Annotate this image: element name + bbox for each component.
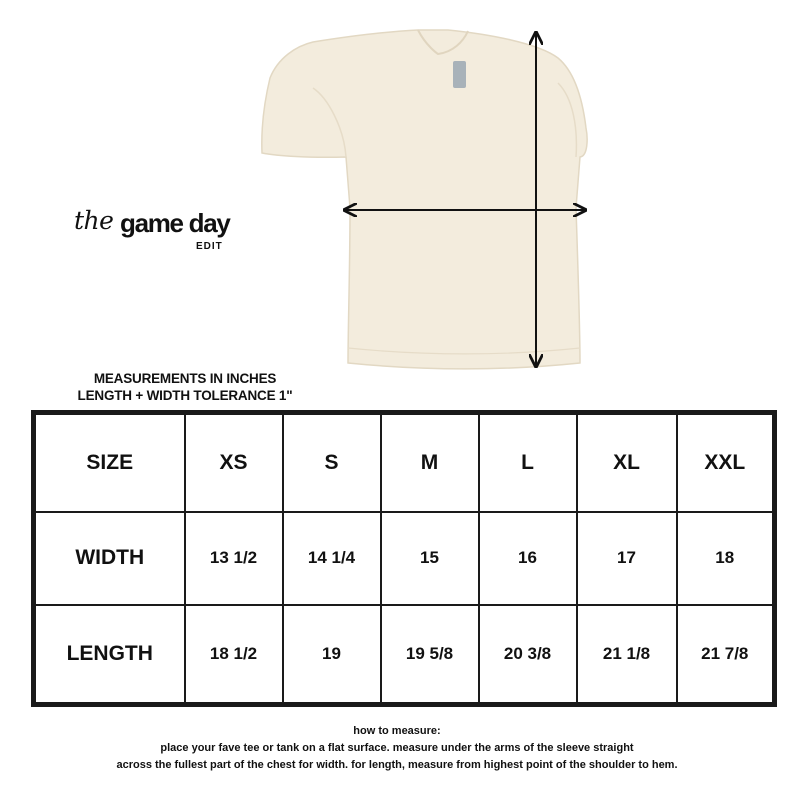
width-cell-xs: 13 1/2 [185,512,283,606]
width-cell-xl: 17 [577,512,677,606]
how-to-measure-line-2: across the fullest part of the chest for width. for length, measure from highest point of the shoulder to hem. [116,759,678,771]
brand-logo [74,200,274,260]
table-header-row [34,413,775,512]
how-to-measure [0,723,794,774]
width-row [34,512,775,606]
size-header-cell: SIZE [34,413,185,512]
size-s-header: S [283,413,381,512]
size-xl-header: XL [577,413,677,512]
length-row-label: LENGTH [34,605,185,704]
length-cell-l: 20 3/8 [479,605,577,704]
length-cell-xl: 21 1/8 [577,605,677,704]
size-chart-table [31,410,777,707]
width-cell-l: 16 [479,512,577,606]
tshirt-illustration [258,28,588,373]
how-to-measure-title: how to measure: [353,725,441,737]
length-row [34,605,775,704]
width-cell-xxl: 18 [677,512,775,606]
length-cell-m: 19 5/8 [381,605,479,704]
tshirt-body [262,30,587,369]
size-xxl-header: XXL [677,413,775,512]
width-cell-m: 15 [381,512,479,606]
how-to-measure-line-1: place your fave tee or tank on a flat surface. measure under the arms of the sleeve straight [160,742,634,754]
measurement-units-text: MEASUREMENTS IN INCHES [93,371,277,386]
width-row-label: WIDTH [34,512,185,606]
brand-logo-game-day: game day [120,208,230,238]
size-xs-header: XS [185,413,283,512]
length-cell-xxl: 21 7/8 [677,605,775,704]
width-cell-s: 14 1/4 [283,512,381,606]
brand-logo-edit: EDIT [196,241,223,252]
brand-logo-the: the [74,206,114,235]
size-m-header: M [381,413,479,512]
tolerance-text: LENGTH + WIDTH TOLERANCE 1" [77,388,293,403]
tshirt-tag [453,61,466,88]
length-cell-xs: 18 1/2 [185,605,283,704]
length-cell-s: 19 [283,605,381,704]
size-l-header: L [479,413,577,512]
measurement-note [60,370,310,404]
